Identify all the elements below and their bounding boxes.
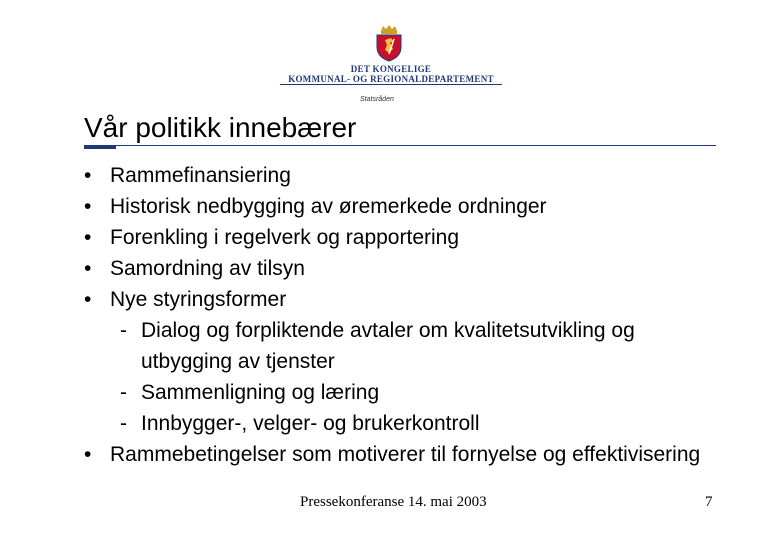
title-accent-bar xyxy=(84,145,116,149)
bullet-item xyxy=(80,284,720,315)
bullet-item xyxy=(80,160,720,191)
sub-bullet-marker: - xyxy=(120,412,127,435)
bullet-item xyxy=(80,222,720,253)
ministry-line-1: DET KONGELIGE xyxy=(350,64,432,74)
bullet-item xyxy=(80,191,720,222)
bullet-marker: • xyxy=(84,443,92,466)
title-divider xyxy=(84,145,716,146)
bullet-item xyxy=(80,439,720,470)
bullet-marker: • xyxy=(84,288,92,311)
bullet-marker: • xyxy=(84,195,92,218)
sub-bullet-text: Sammenligning og læring xyxy=(141,381,380,404)
bullet-list xyxy=(80,160,720,470)
bullet-item xyxy=(80,253,720,284)
bullet-text: Forenkling i regelverk og rapportering xyxy=(110,226,460,249)
department-label: Statsråden xyxy=(360,96,394,103)
sub-bullet-text: Dialog og forpliktende avtaler om kvalitetsutvikling og utbygging av tjenster xyxy=(141,319,635,373)
sub-bullet-marker: - xyxy=(120,381,127,404)
slide-title: Vår politikk innebærer xyxy=(84,112,357,143)
sub-bullet-item xyxy=(80,408,720,439)
sub-bullet-item xyxy=(80,377,720,408)
sub-bullet-item xyxy=(80,315,720,377)
bullet-marker: • xyxy=(84,226,92,249)
bullet-text: Nye styringsformer xyxy=(110,288,287,311)
bullet-text: Rammebetingelser som motiverer til fornyelse og effektivisering xyxy=(110,443,701,466)
bullet-text: Samordning av tilsyn xyxy=(110,257,305,280)
page-number: 7 xyxy=(705,494,713,510)
bullet-text: Rammefinansiering xyxy=(110,164,291,187)
norwegian-coat-of-arms-icon xyxy=(369,23,409,63)
bullet-text: Historisk nedbygging av øremerkede ordninger xyxy=(110,195,547,218)
sub-bullet-text: Innbygger-, velger- og brukerkontroll xyxy=(141,412,480,435)
footer-text: Pressekonferanse 14. mai 2003 xyxy=(300,494,487,510)
ministry-divider xyxy=(280,84,502,85)
sub-bullet-marker: - xyxy=(120,319,127,342)
ministry-name xyxy=(280,64,502,84)
ministry-line-2: KOMMUNAL- OG REGIONALDEPARTEMENT xyxy=(288,74,494,84)
bullet-marker: • xyxy=(84,257,92,280)
bullet-marker: • xyxy=(84,164,92,187)
